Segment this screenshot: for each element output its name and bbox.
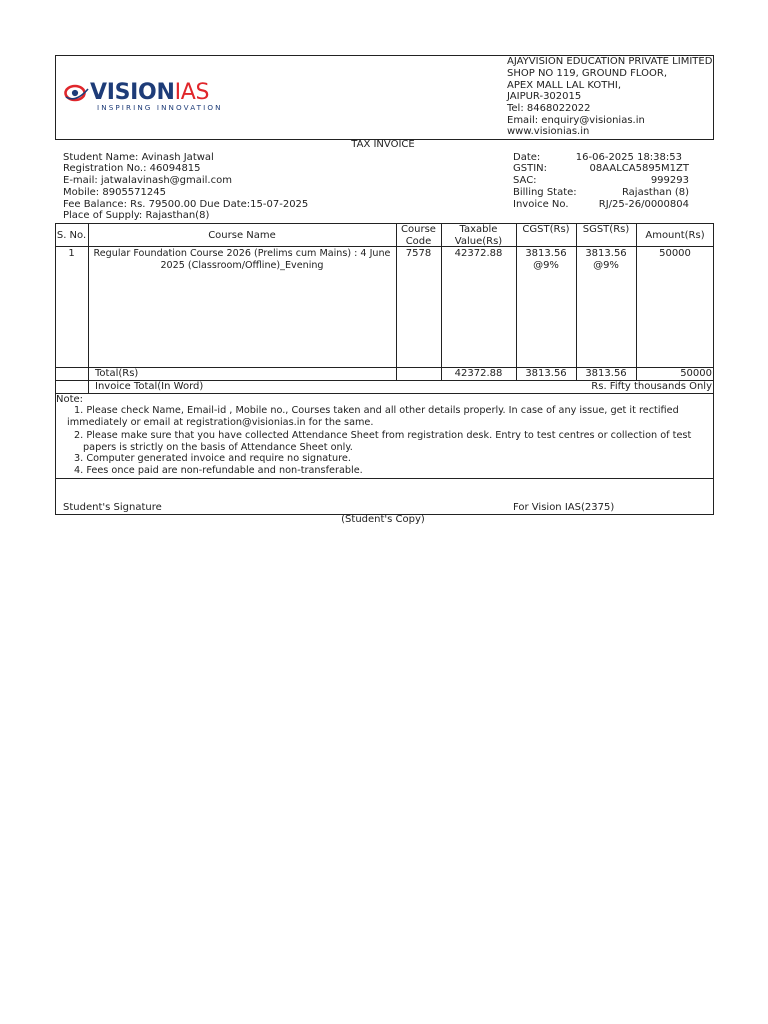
logo-swoosh-icon [64, 83, 90, 103]
company-website: www.visionias.in [507, 126, 590, 137]
total-label: Total(Rs) [95, 368, 139, 379]
gstin-label: GSTIN: [513, 163, 548, 174]
header-course-code: Course [401, 224, 436, 235]
logo-tagline: INSPIRING INNOVATION [97, 103, 223, 112]
company-address-line: SHOP NO 119, GROUND FLOOR, [507, 68, 668, 79]
row-taxable-value: 42372.88 [454, 248, 503, 259]
header-course-name: Course Name [208, 230, 276, 241]
note-item: 3. Computer generated invoice and require no signature. [74, 453, 351, 464]
company-name: AJAYVISION EDUCATION PRIVATE LIMITED [507, 56, 713, 67]
row-sgst: 3813.56 [585, 248, 627, 259]
header-course-code-line2: Code [405, 236, 432, 247]
student-email: E-mail: jatwalavinash@gmail.com [63, 175, 232, 186]
note-item: 2. Please make sure that you have collected Attendance Sheet from registration desk. Entry to test centres or collection of test [74, 430, 692, 441]
company-signature-label: For Vision IAS(2375) [513, 502, 615, 513]
gstin-value: 08AALCA5895M1ZT [589, 163, 689, 174]
billing-state-value: Rajasthan (8) [621, 187, 689, 198]
date-label: Date: [513, 152, 541, 163]
student-signature-label: Student's Signature [63, 502, 162, 513]
company-email: Email: enquiry@visionias.in [507, 115, 645, 126]
invoice-total-words-label: Invoice Total(In Word) [95, 381, 204, 392]
logo-ias-text: IAS [174, 80, 210, 105]
row-sgst-rate: @9% [593, 260, 619, 271]
total-sgst: 3813.56 [585, 368, 627, 379]
note-item-continued: papers is strictly on the basis of Attendance Sheet only. [83, 442, 353, 453]
student-mobile: Mobile: 8905571245 [63, 187, 166, 198]
row-course-code: 7578 [405, 248, 432, 259]
header-taxable-value: Taxable [459, 224, 498, 235]
header-sno: S. No. [56, 230, 87, 241]
place-of-supply: Place of Supply: Rajasthan(8) [63, 210, 210, 221]
invoice-number-value: RJ/25-26/0000804 [598, 199, 689, 210]
total-amount: 50000 [680, 368, 712, 379]
note-item-continued: immediately or email at registration@visionias.in for the same. [67, 417, 374, 428]
sac-label: SAC: [513, 175, 537, 186]
invoice-title: TAX INVOICE [351, 139, 415, 150]
row-course-name-line2: 2025 (Classroom/Offline)_Evening [160, 260, 324, 271]
row-divider [55, 246, 714, 247]
header-sgst: SGST(Rs) [582, 224, 630, 235]
visionias-logo [64, 80, 224, 114]
company-address-line: APEX MALL LAL KOTHI, [507, 80, 622, 91]
header-taxable-value-line2: Value(Rs) [454, 236, 503, 247]
billing-state-label: Billing State: [513, 187, 577, 198]
header-amount: Amount(Rs) [645, 230, 705, 241]
total-taxable-value: 42372.88 [454, 368, 503, 379]
company-address-line: JAIPUR-302015 [507, 91, 582, 102]
registration-number: Registration No.: 46094815 [63, 163, 201, 174]
logo-vision-text: VISION [90, 80, 175, 105]
row-course-name: Regular Foundation Course 2026 (Prelims cum Mains) : 4 June [93, 248, 391, 259]
sac-value: 999293 [650, 175, 689, 186]
row-cgst-rate: @9% [533, 260, 559, 271]
note-item: 4. Fees once paid are non-refundable and non-transferable. [74, 465, 363, 476]
row-amount: 50000 [659, 248, 691, 259]
note-item: 1. Please check Name, Email-id , Mobile no., Courses taken and all other details properly. In case of any issue, get it rectified [74, 405, 679, 416]
date-value: 16-06-2025 18:38:53 [575, 152, 682, 163]
notes-heading: Note: [56, 394, 84, 405]
row-cgst: 3813.56 [525, 248, 567, 259]
student-name: Student Name: Avinash Jatwal [63, 152, 214, 163]
header-cgst: CGST(Rs) [522, 224, 570, 235]
signature-divider [55, 478, 714, 479]
invoice-total-words-value: Rs. Fifty thousands Only [591, 381, 712, 392]
row-sno: 1 [68, 248, 75, 259]
fee-balance: Fee Balance: Rs. 79500.00 Due Date:15-07-2025 [63, 199, 309, 210]
invoice-number-label: Invoice No. [513, 199, 569, 210]
copy-label: (Student's Copy) [341, 514, 425, 525]
company-phone: Tel: 8468022022 [507, 103, 591, 114]
total-cgst: 3813.56 [525, 368, 567, 379]
